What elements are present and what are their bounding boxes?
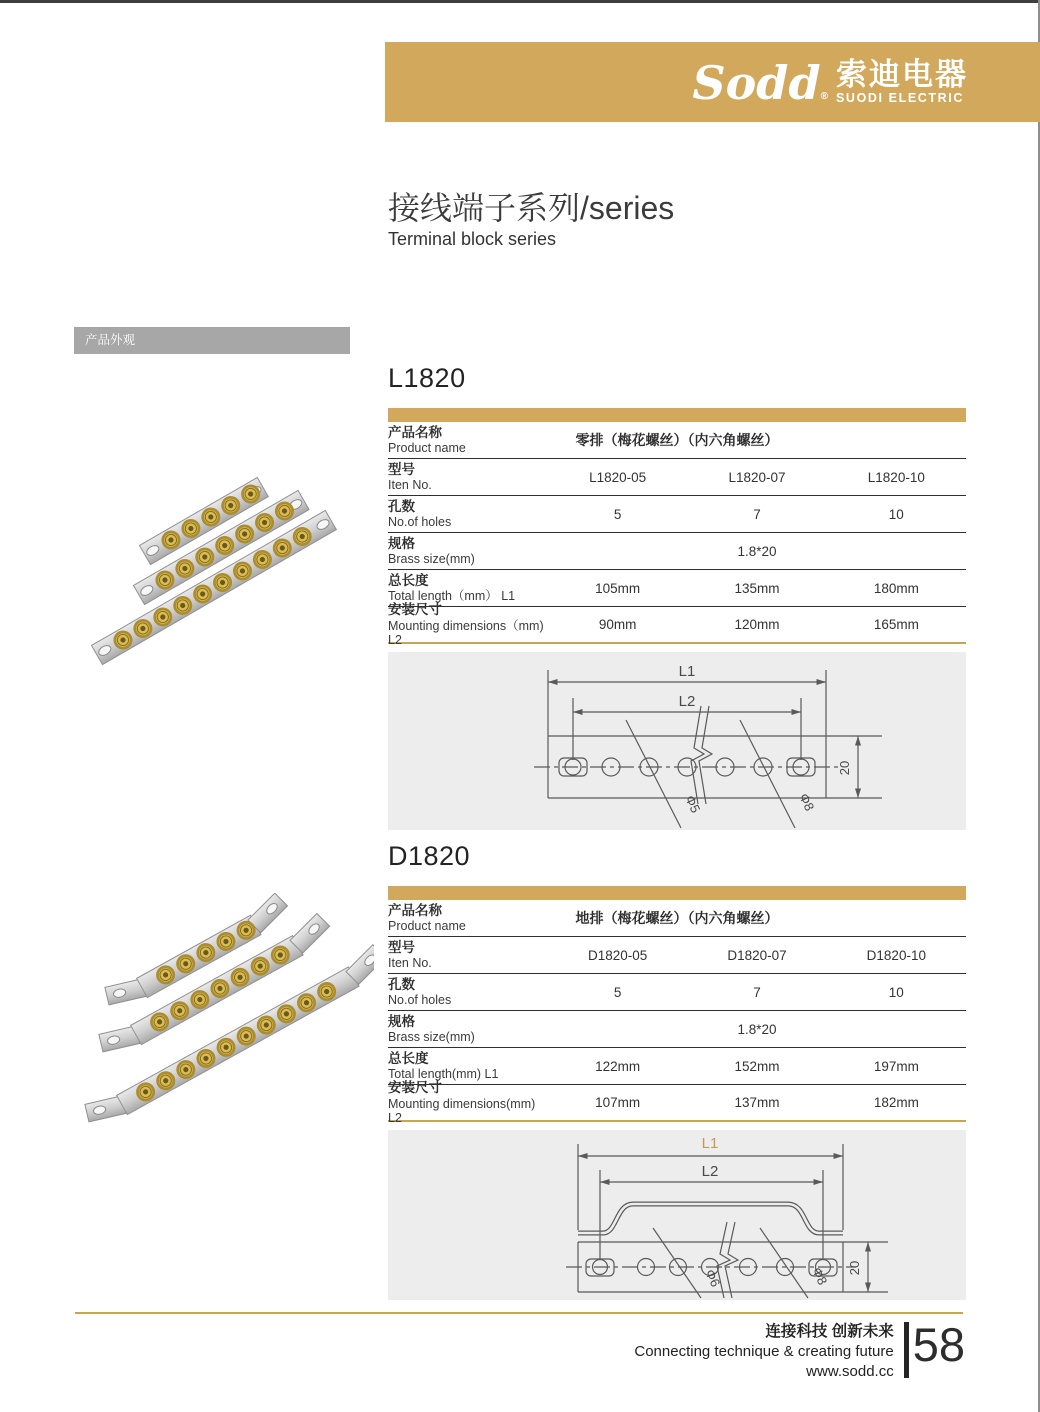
product-photo-d1820: [64, 893, 374, 1153]
row-label-en: Product name: [388, 919, 466, 934]
table-cell: 120mm: [734, 617, 780, 633]
table-cell: 105mm: [595, 580, 641, 596]
row-label-en: No.of holes: [388, 993, 452, 1008]
row-label-cn: 型号: [388, 462, 415, 478]
row-label-cn: 产品名称: [388, 425, 442, 441]
row-label-en: Total length（mm） L1: [388, 589, 516, 604]
row-label-en: Product name: [388, 441, 466, 456]
spec-table-d1820: [388, 900, 966, 1125]
brand-name-en: SUODI ELECTRIC: [836, 90, 964, 105]
table-row: [388, 602, 966, 647]
table-cell: 7: [753, 984, 761, 1000]
row-label-en: No.of holes: [388, 515, 452, 530]
page-subtitle: Terminal block series: [388, 228, 557, 249]
product-photo-l1820: [72, 438, 382, 693]
table-cell: 135mm: [734, 580, 780, 596]
table-row: [388, 1080, 966, 1125]
dim-label-l1: L1: [701, 1135, 719, 1153]
model-heading: L1820: [388, 363, 466, 393]
footer-slogan-en: Connecting technique & creating future: [634, 1343, 894, 1361]
dim-label-l2: L2: [678, 693, 696, 711]
hole-label-small: Φ5: [682, 793, 704, 816]
table-cell: 1.8*20: [737, 543, 777, 559]
table-cell: 10: [888, 506, 904, 522]
table-cell: 180mm: [873, 580, 919, 596]
table-row: [388, 459, 966, 496]
table-row: [388, 422, 966, 459]
table-cell: L1820-07: [728, 469, 786, 485]
product-photo-d1820-image: [64, 893, 374, 1148]
row-label-en: Mounting dimensions(mm) L2: [388, 1096, 536, 1125]
page-number: 58: [912, 1318, 965, 1371]
product-photo-l1820-image: [72, 438, 382, 688]
dimension-diagram-l1820-svg: [388, 652, 966, 830]
row-label-cn: 规格: [388, 536, 415, 552]
row-label-cn: 总长度: [388, 573, 429, 589]
table-cell: 107mm: [595, 1095, 641, 1111]
row-label-cn: 规格: [388, 1014, 415, 1030]
row-label-cn: 安装尺寸: [388, 1080, 442, 1096]
table-row: [388, 937, 966, 974]
dimension-diagram-d1820-svg: [388, 1130, 966, 1300]
table-cell: D1820-07: [727, 947, 787, 963]
row-label-cn: 安装尺寸: [388, 602, 442, 618]
dim-label-width: 20: [847, 1261, 862, 1276]
brand-name-stack: [836, 59, 968, 105]
dimension-diagram-l1820: [388, 652, 966, 830]
section-l1820: [388, 362, 966, 830]
table-cell: 165mm: [873, 617, 919, 633]
page-title: 接线端子系列/series: [388, 190, 675, 226]
table-cell: 197mm: [873, 1058, 919, 1074]
table-row: [388, 974, 966, 1011]
footer-website: www.sodd.cc: [806, 1362, 894, 1380]
page-title-block: [388, 190, 674, 250]
row-label-cn: 总长度: [388, 1051, 429, 1067]
page-top-border: [0, 0, 1040, 3]
table-cell: 137mm: [734, 1095, 780, 1111]
footer-divider-bar: [904, 1322, 909, 1378]
footer-gold-rule: [75, 1312, 963, 1314]
footer-slogan-cn: 连接科技 创新未来: [765, 1323, 894, 1340]
table-cell: D1820-10: [866, 947, 926, 963]
table-cell: L1820-05: [589, 469, 647, 485]
row-label-en: Brass size(mm): [388, 552, 475, 567]
table-row: [388, 1011, 966, 1048]
footer-text: [634, 1322, 893, 1381]
dim-label-width: 20: [837, 761, 852, 776]
spec-table-l1820: [388, 422, 966, 647]
model-heading: D1820: [388, 841, 471, 871]
table-cell: 7: [753, 506, 761, 522]
table-cell: 1.8*20: [737, 1021, 777, 1037]
brand-logo-text: Sodd: [692, 56, 821, 111]
row-label-cn: 型号: [388, 940, 415, 956]
table-cell: 零排（梅花螺丝）（内六角螺丝）: [575, 432, 779, 449]
table-cell: 122mm: [595, 1058, 641, 1074]
hole-label-large: Φ8: [796, 791, 818, 814]
row-label-en: Mounting dimensions（mm) L2: [388, 618, 544, 647]
table-cell: 5: [613, 506, 622, 522]
brand-header-bar: [385, 42, 1040, 122]
row-label-en: Iten No.: [388, 956, 432, 971]
table-cell: 90mm: [598, 617, 637, 633]
brand-name-cn: 索迪电器: [836, 57, 968, 93]
row-label-en: Total length(mm) L1: [388, 1067, 499, 1082]
table-cell: 10: [888, 984, 904, 1000]
table-cell: 5: [613, 984, 622, 1000]
table-row: [388, 533, 966, 570]
hole-label-large: Φ8: [809, 1265, 831, 1288]
hole-label-small: Φ6: [702, 1267, 724, 1290]
table-cell: 地排（梅花螺丝）（内六角螺丝）: [575, 910, 779, 927]
brand-logo: [692, 56, 968, 111]
row-label-en: Iten No.: [388, 478, 432, 493]
row-label-en: Brass size(mm): [388, 1030, 475, 1045]
table-cell: L1820-10: [867, 469, 925, 485]
table-cell: 152mm: [734, 1058, 780, 1074]
registered-mark: ®: [820, 91, 828, 103]
dim-label-l2: L2: [701, 1163, 719, 1181]
row-label-cn: 产品名称: [388, 903, 442, 919]
table-gold-bar: [388, 408, 966, 422]
table-gold-bar: [388, 886, 966, 900]
table-row: [388, 496, 966, 533]
dimension-diagram-d1820: [388, 1130, 966, 1300]
table-cell: 182mm: [873, 1095, 919, 1111]
brand-logo-script: [692, 56, 828, 111]
dim-label-l1: L1: [678, 663, 696, 681]
row-label-cn: 孔数: [388, 977, 415, 993]
table-cell: D1820-05: [588, 947, 648, 963]
footer: [634, 1318, 965, 1381]
side-label-product-appearance: 产品外观: [74, 327, 350, 354]
section-d1820: [388, 840, 966, 1300]
row-label-cn: 孔数: [388, 499, 415, 515]
table-row: [388, 900, 966, 937]
